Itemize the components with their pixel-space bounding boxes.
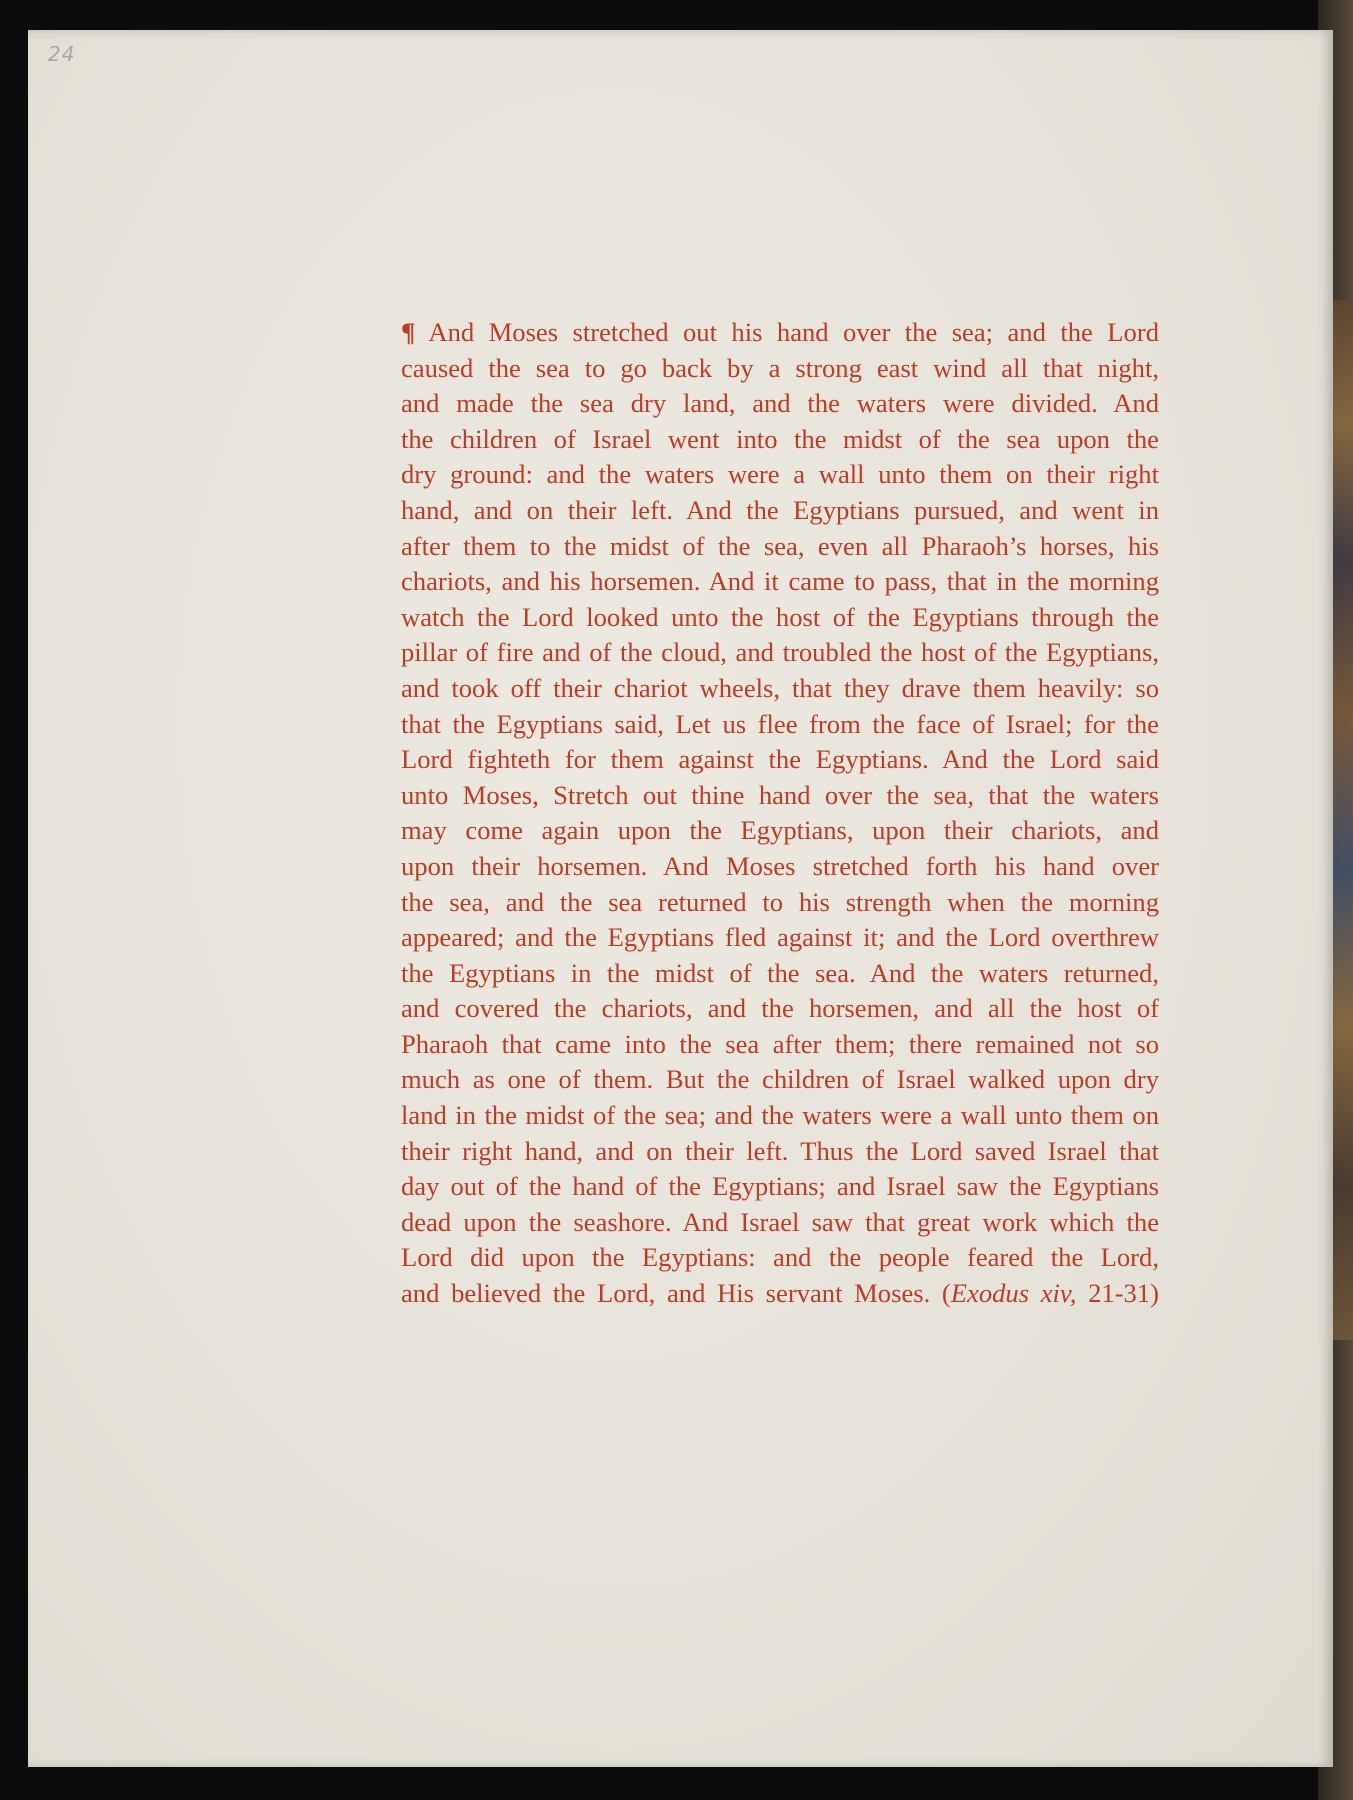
passage-line: the sea, and the sea returned to his strength when the morning: [401, 886, 1159, 917]
passage-line: Lord fighteth for them against the Egyptians. And the Lord said: [401, 744, 1159, 775]
reference-open-paren: (: [941, 1278, 951, 1309]
passage-line: unto Moses, Stretch out thine hand over the sea, that the waters: [401, 779, 1159, 810]
passage-line: upon their horsemen. And Moses stretched forth his hand over: [401, 850, 1159, 881]
passage-last-line: [401, 1276, 1159, 1312]
passage-line: and made the sea dry land, and the waters were divided. And: [401, 388, 1159, 419]
passage-line: the children of Israel went into the midst of the sea upon the: [401, 423, 1159, 454]
scripture-reference-book: Exodus xiv,: [950, 1278, 1077, 1309]
scripture-passage: [401, 315, 1159, 1312]
scripture-reference-verses: 21-31): [1088, 1278, 1159, 1309]
passage-line: dry ground: and the waters were a wall unto them on their right: [401, 459, 1159, 490]
passage-line: pillar of fire and of the cloud, and troubled the host of the Egyptians,: [401, 637, 1159, 668]
passage-line: appeared; and the Egyptians fled against it; and the Lord overthrew: [401, 922, 1159, 953]
page-number: 24: [48, 42, 76, 66]
passage-line: the Egyptians in the midst of the sea. And the waters returned,: [401, 957, 1159, 988]
passage-line: their right hand, and on their left. Thus the Lord saved Israel that: [401, 1135, 1159, 1166]
passage-line: hand, and on their left. And the Egyptians pursued, and went in: [401, 494, 1159, 525]
passage-line-text: And Moses stretched out his hand over the sea; and the Lord: [428, 317, 1159, 347]
passage-line: much as one of them. But the children of Israel walked upon dry: [401, 1064, 1159, 1095]
passage-line: watch the Lord looked unto the host of the Egyptians through the: [401, 601, 1159, 632]
passage-line: dead upon the seashore. And Israel saw that great work which the: [401, 1206, 1159, 1237]
passage-line: land in the midst of the sea; and the waters were a wall unto them on: [401, 1100, 1159, 1131]
passage-line: and covered the chariots, and the horsemen, and all the host of: [401, 993, 1159, 1024]
passage-line: chariots, and his horsemen. And it came to pass, that in the morning: [401, 566, 1159, 597]
passage-line: may come again upon the Egyptians, upon their chariots, and: [401, 815, 1159, 846]
passage-line: day out of the hand of the Egyptians; and Israel saw the Egyptians: [401, 1171, 1159, 1202]
book-page: [28, 30, 1333, 1767]
passage-line: [401, 315, 1159, 351]
passage-line: caused the sea to go back by a strong east wind all that night,: [401, 352, 1159, 383]
pilcrow-mark: ¶: [401, 317, 416, 347]
passage-line: Pharaoh that came into the sea after them; there remained not so: [401, 1028, 1159, 1059]
passage-line: that the Egyptians said, Let us flee from the face of Israel; for the: [401, 708, 1159, 739]
passage-line: after them to the midst of the sea, even all Pharaoh’s horses, his: [401, 530, 1159, 561]
passage-line-text: and believed the Lord, and His servant Moses.: [401, 1278, 931, 1309]
passage-line: and took off their chariot wheels, that they drave them heavily: so: [401, 672, 1159, 703]
passage-line: Lord did upon the Egyptians: and the people feared the Lord,: [401, 1242, 1159, 1273]
